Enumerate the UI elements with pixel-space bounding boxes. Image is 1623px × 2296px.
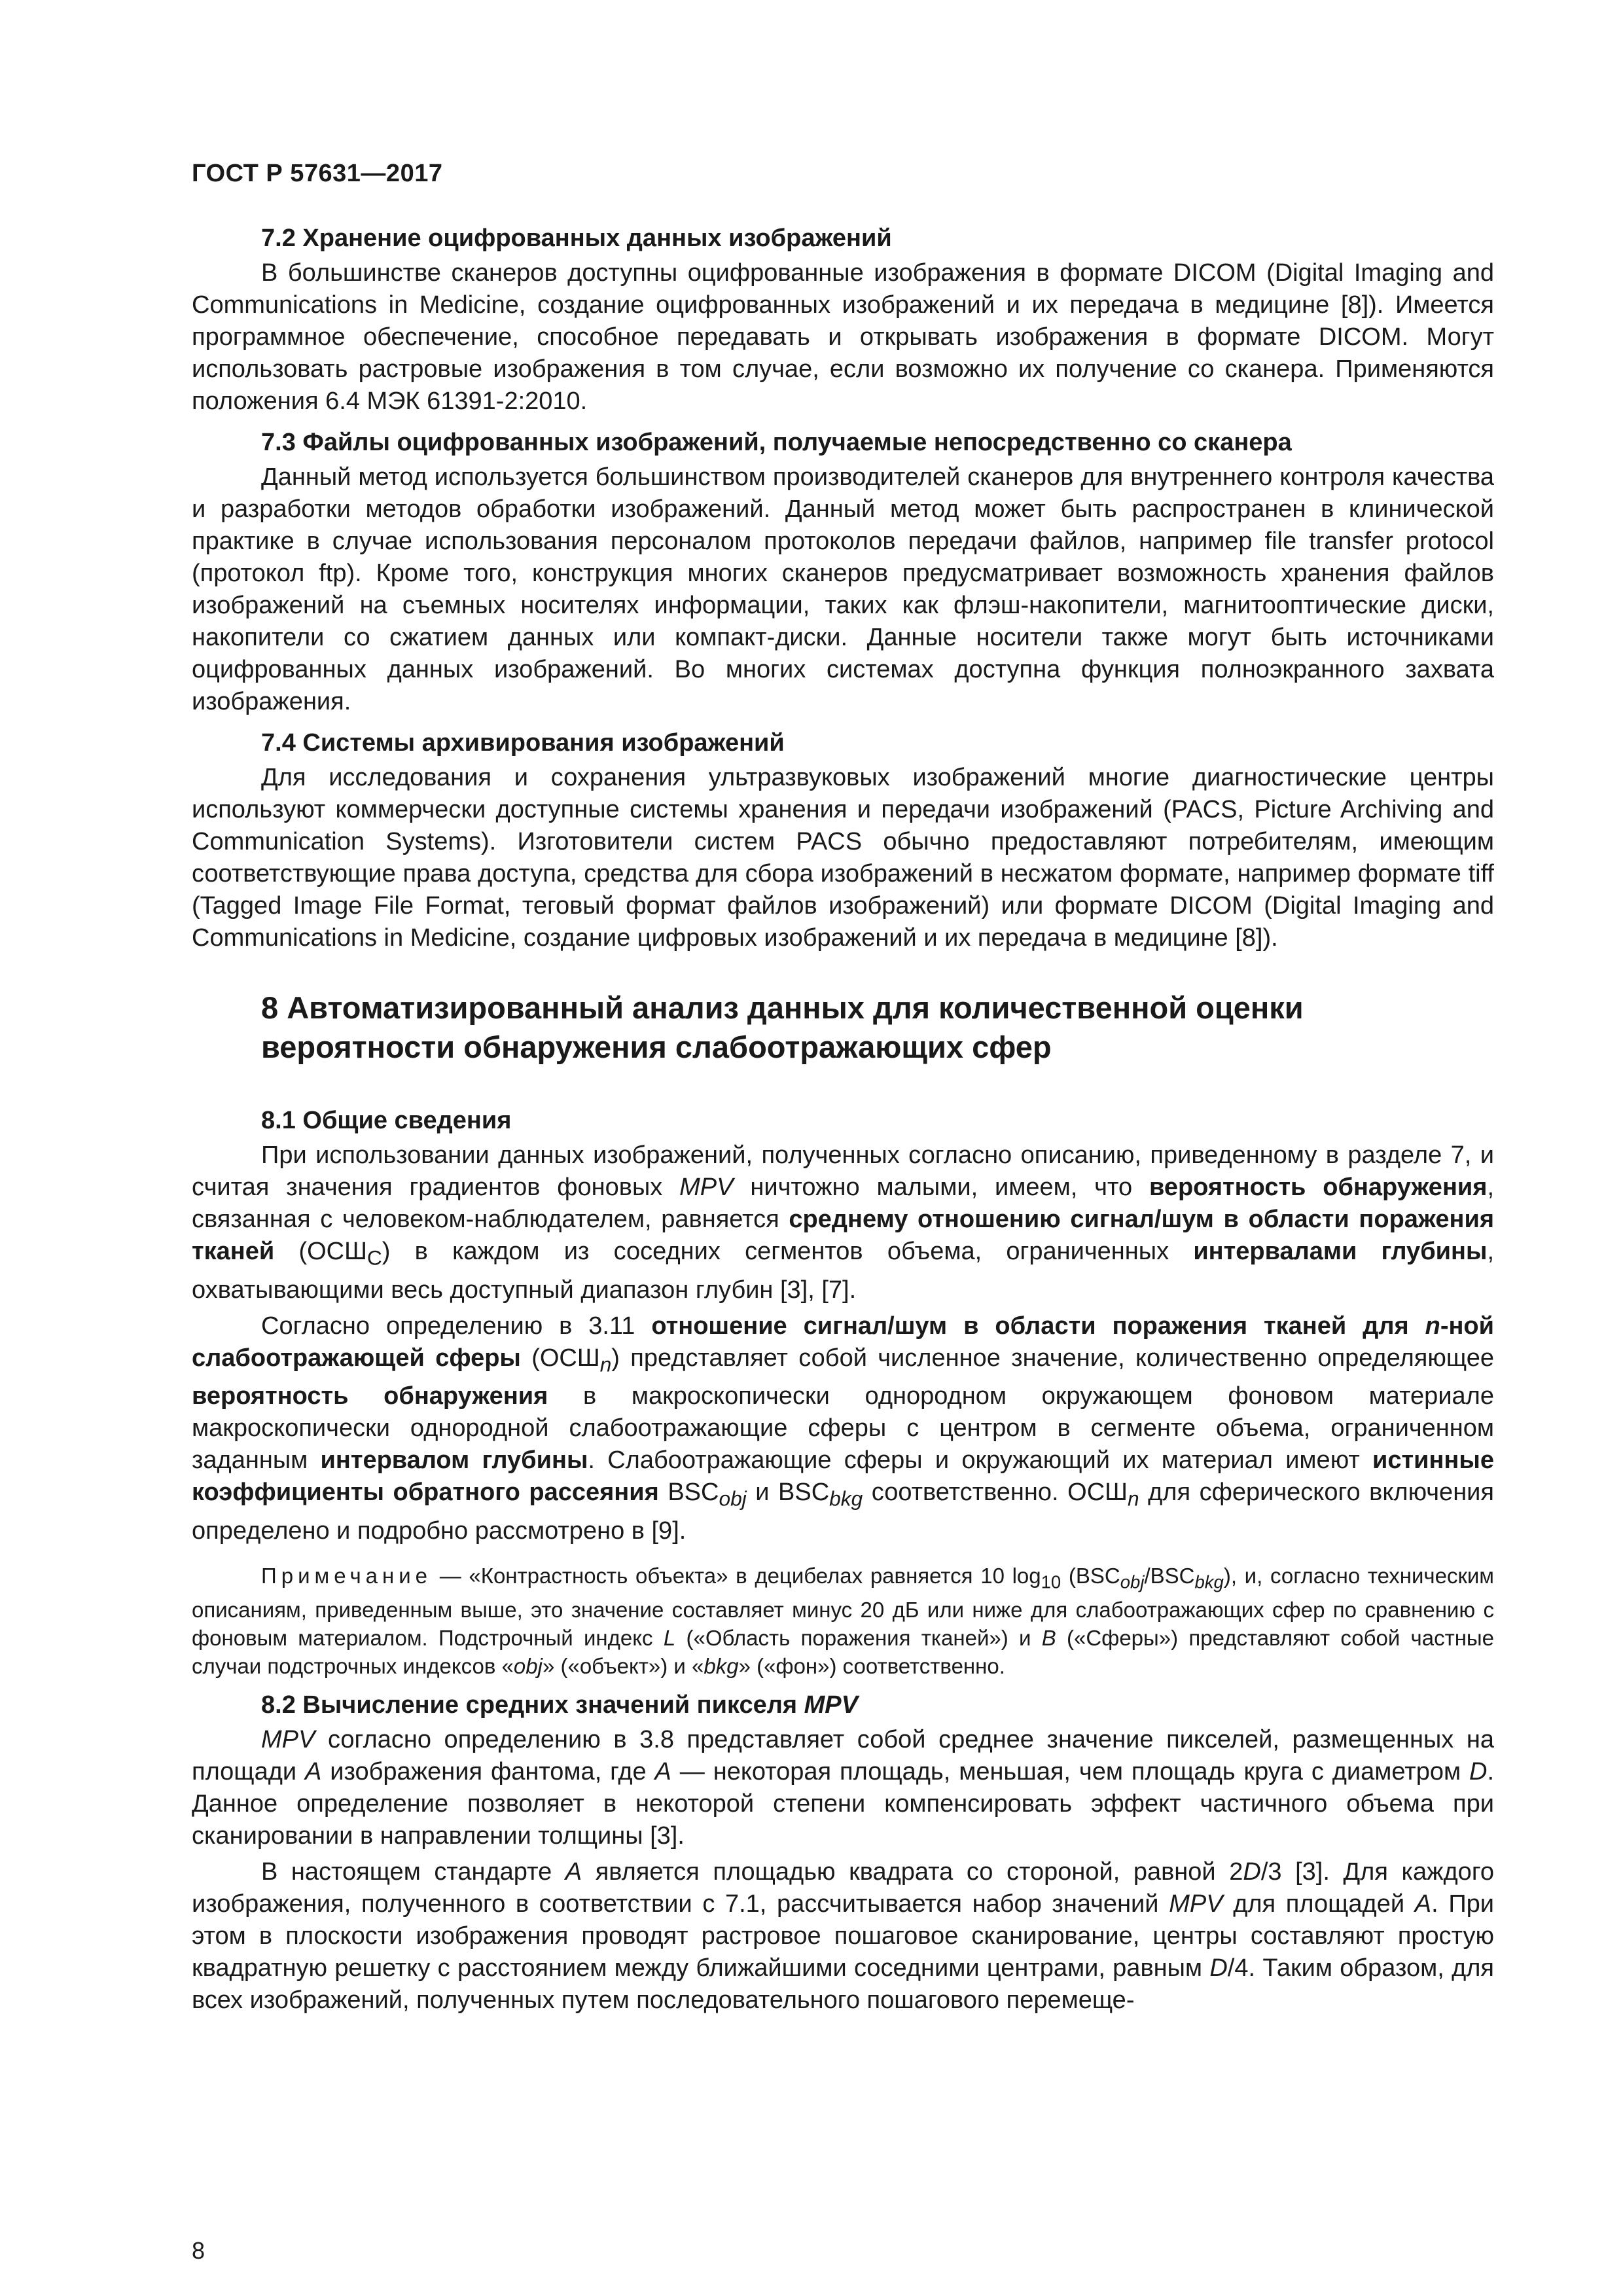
text-run: ), и, согласно техническим описаниям, приведенным выше, это значение составляет минус 20 дБ или ниже для слабоотражающих сфер по сравнению с фоновым материалом. Подстрочный индекс [192, 1563, 1494, 1651]
section-7-4-title: 7.4 Системы архивирования изображений [261, 729, 785, 757]
text-run: (ОСШ [274, 1238, 367, 1265]
bold-term: вероятность обнаружения [1149, 1174, 1488, 1201]
section-8-2-paragraph-1 [192, 1724, 1494, 1852]
text-run: — «Контрастность объекта» в децибелах равняется 10 log [432, 1563, 1041, 1588]
bold-term: отношение сигнал/шум в области поражения тканей для [651, 1312, 1425, 1340]
italic-run: B [1041, 1626, 1056, 1651]
italic-run: obj [1120, 1571, 1145, 1592]
text-run: соответственно. ОСШ [863, 1479, 1128, 1507]
italic-run: A [1414, 1890, 1432, 1918]
text-run: BSC [658, 1479, 719, 1507]
section-8-2-title-text: 8.2 Вычисление средних значений пикселя [261, 1691, 804, 1719]
bold-term: интервалами глубины [1193, 1238, 1488, 1265]
italic-run: n [1127, 1486, 1139, 1511]
italic-run: bkg [829, 1486, 863, 1511]
standard-code-header: ГОСТ Р 57631—2017 [192, 160, 443, 187]
italic-run: A [654, 1758, 671, 1786]
italic-run: A [305, 1758, 322, 1786]
section-7-2-text: В большинстве сканеров доступны оцифрованные изображения в формате DICOM (Digital Imaging and Communications in Medicine, создание оцифрованных изображений и их передача в медицине [8]). Имеется программное обеспечение, способное передавать и открывать изображения в формате DICOM. Могут использовать растровые изображения в том случае, если возможно их получение со сканера. Применяются положения 6.4 МЭК 61391-2:2010. [192, 259, 1494, 415]
text-run: ) представляет собой численное значение, количественно определяющее [611, 1344, 1494, 1372]
italic-run: bkg [1194, 1571, 1224, 1592]
text-run: в макроскопически однородном окружающем фоновом материале макроскопически однородной слабоотражающие сферы с центром в сегменте объема, ограниченном заданным [192, 1382, 1494, 1475]
bold-term: -ной слабоотражающей сферы [192, 1312, 1494, 1372]
subscript [600, 1352, 612, 1376]
italic-run: A [565, 1858, 582, 1886]
text-run: является площадью квадрата со стороной, равной 2 [582, 1858, 1243, 1886]
text-run: , связанная с человеком-наблюдателем, равняется [192, 1174, 1494, 1233]
italic-run: MPV [1169, 1890, 1223, 1918]
italic-run: n [1425, 1312, 1440, 1340]
italic-run: L [663, 1626, 676, 1651]
italic-run: MPV [261, 1726, 315, 1754]
bold-term: истинные коэффициенты обратного рассеяния [192, 1446, 1494, 1507]
section-7-3-title: 7.3 Файлы оцифрованных изображений, получаемые непосредственно со сканера [261, 429, 1292, 456]
italic-run: D [1469, 1758, 1488, 1786]
subscript [829, 1487, 863, 1511]
section-8-2-title [192, 1689, 1494, 1721]
text-run: для сферического включения определено и подробно рассмотрено в [9]. [192, 1479, 1494, 1545]
subscript [1120, 1571, 1145, 1592]
text-run: — некоторая площадь, меньшая, чем площадь круга с диаметром [671, 1758, 1469, 1786]
section-7-2-title: 7.2 Хранение оцифрованных данных изображений [261, 224, 892, 252]
text-run: для площадей [1222, 1890, 1415, 1918]
section-8-1-paragraph-2 [192, 1310, 1494, 1547]
bold-term: интервалом глубины [320, 1446, 588, 1475]
section-8-1-note [192, 1562, 1494, 1681]
subscript [1128, 1487, 1139, 1511]
italic-run: n [599, 1352, 612, 1376]
page-content [192, 223, 1494, 2020]
text-run: . При этом в плоскости изображения проводят растровое пошаговое сканирование, центры составляют простую квадратную решетку с расстоянием между ближайшими соседними центрами, равным [192, 1890, 1494, 1982]
text-run: /3 [3]. Для каждого изображения, полученного в соответствии с 7.1, рассчитывается набор значений [192, 1858, 1494, 1918]
bold-term: среднему отношению сигнал/шум в области поражения тканей [192, 1206, 1494, 1265]
section-8-2-title-italic: MPV [804, 1691, 858, 1719]
text-run: . Слабоотражающие сферы и окружающий их материал имеют [588, 1446, 1373, 1475]
subscript: C [366, 1246, 382, 1270]
page-number: 8 [192, 2237, 205, 2264]
section-8-title-line-1: 8 Автоматизированный анализ данных для количественной оценки [261, 990, 1304, 1025]
text-run: («Сферы») представляют собой частные случаи подстрочных индексов « [192, 1626, 1495, 1679]
section-8-title [192, 988, 1494, 1067]
subscript: 10 [1041, 1571, 1061, 1592]
section-7-3-text: Данный метод используется большинством производителей сканеров для внутреннего контроля качества и разработки методов обработки изображений. Данный метод может быть распространен в клинической практике в случае использования персоналом протоколов передачи файлов, например file transfer protocol (протокол ftp). Кроме того, конструкция многих сканеров предусматривает возможность хранения файлов изображений на съемных носителях информации, таких как флэш-накопители, магнитооптические диски, накопители со сжатием данных или компакт-диски. Данные носители также могут быть источниками оцифрованных данных изображений. Во многих системах доступна функция полноэкранного захвата изображения. [192, 463, 1494, 715]
bold-term: вероятность обнаружения [192, 1382, 548, 1410]
text-run: . Данное определение позволяет в некоторой степени компенсировать эффект частичного объема при сканировании в направлении толщины [3]. [192, 1758, 1495, 1850]
italic-run: obj [513, 1654, 543, 1679]
section-8-1-paragraph-1 [192, 1139, 1494, 1306]
subscript [1195, 1571, 1224, 1592]
text-run: » («фон») соответственно. [738, 1654, 1005, 1679]
text-run: /4. Таким образом, для всех изображений, полученных путем последовательного пошагового перемеще- [192, 1954, 1494, 2015]
italic-run: D [1243, 1858, 1261, 1886]
italic-run: D [1209, 1954, 1228, 1982]
text-run: ничтожно малыми, имеем, что [733, 1174, 1149, 1201]
section-8-1-title: 8.1 Общие сведения [261, 1107, 512, 1134]
section-8-title-line-2: вероятности обнаружения слабоотражающих сфер [261, 1030, 1052, 1064]
subscript [719, 1487, 746, 1511]
text-run: ) в каждом из соседних сегментов объема, ограниченных [382, 1238, 1194, 1265]
text-run: согласно определению в 3.8 представляет собой среднее значение пикселей, размещенных на площади [192, 1726, 1494, 1786]
text-run: Согласно определению в 3.11 [261, 1312, 652, 1340]
text-run: В настоящем стандарте [261, 1858, 565, 1886]
text-run: (BSC [1061, 1563, 1120, 1588]
italic-run: MPV [679, 1174, 734, 1201]
section-8-2-paragraph-2 [192, 1856, 1494, 2017]
text-run: » («объект») и « [542, 1654, 704, 1679]
note-label: Примечание [261, 1563, 433, 1588]
text-run: и BSC [746, 1479, 830, 1507]
section-7-4-text: Для исследования и сохранения ультразвуковых изображений многие диагностические центры используют коммерчески доступные системы хранения и передачи изображений (PACS, Picture Archiving and Communication Systems). Изготовители систем PACS обычно предоставляют потребителям, имеющим соответствующие права доступа, средства для сбора изображений в несжатом формате, например формате tiff (Tagged Image File Format, теговый формат файлов изображений) или формате DICOM (Digital Imaging and Communications in Medicine, создание цифровых изображений и их передача в медицине [8]). [192, 764, 1494, 952]
text-run: изображения фантома, где [321, 1758, 655, 1786]
text-run: (ОСШ [520, 1344, 600, 1372]
italic-run: obj [719, 1486, 747, 1511]
italic-run: bkg [704, 1654, 739, 1679]
text-run: При использовании данных изображений, полученных согласно описанию, приведенному в разделе 7, и считая значения градиентов фоновых [192, 1141, 1494, 1201]
bold-italic-term [1425, 1312, 1440, 1340]
text-run: /BSC [1144, 1563, 1195, 1588]
text-run: («Область поражения тканей») и [675, 1626, 1042, 1651]
text-run: , охватывающими весь доступный диапазон глубин [3], [7]. [192, 1238, 1494, 1304]
